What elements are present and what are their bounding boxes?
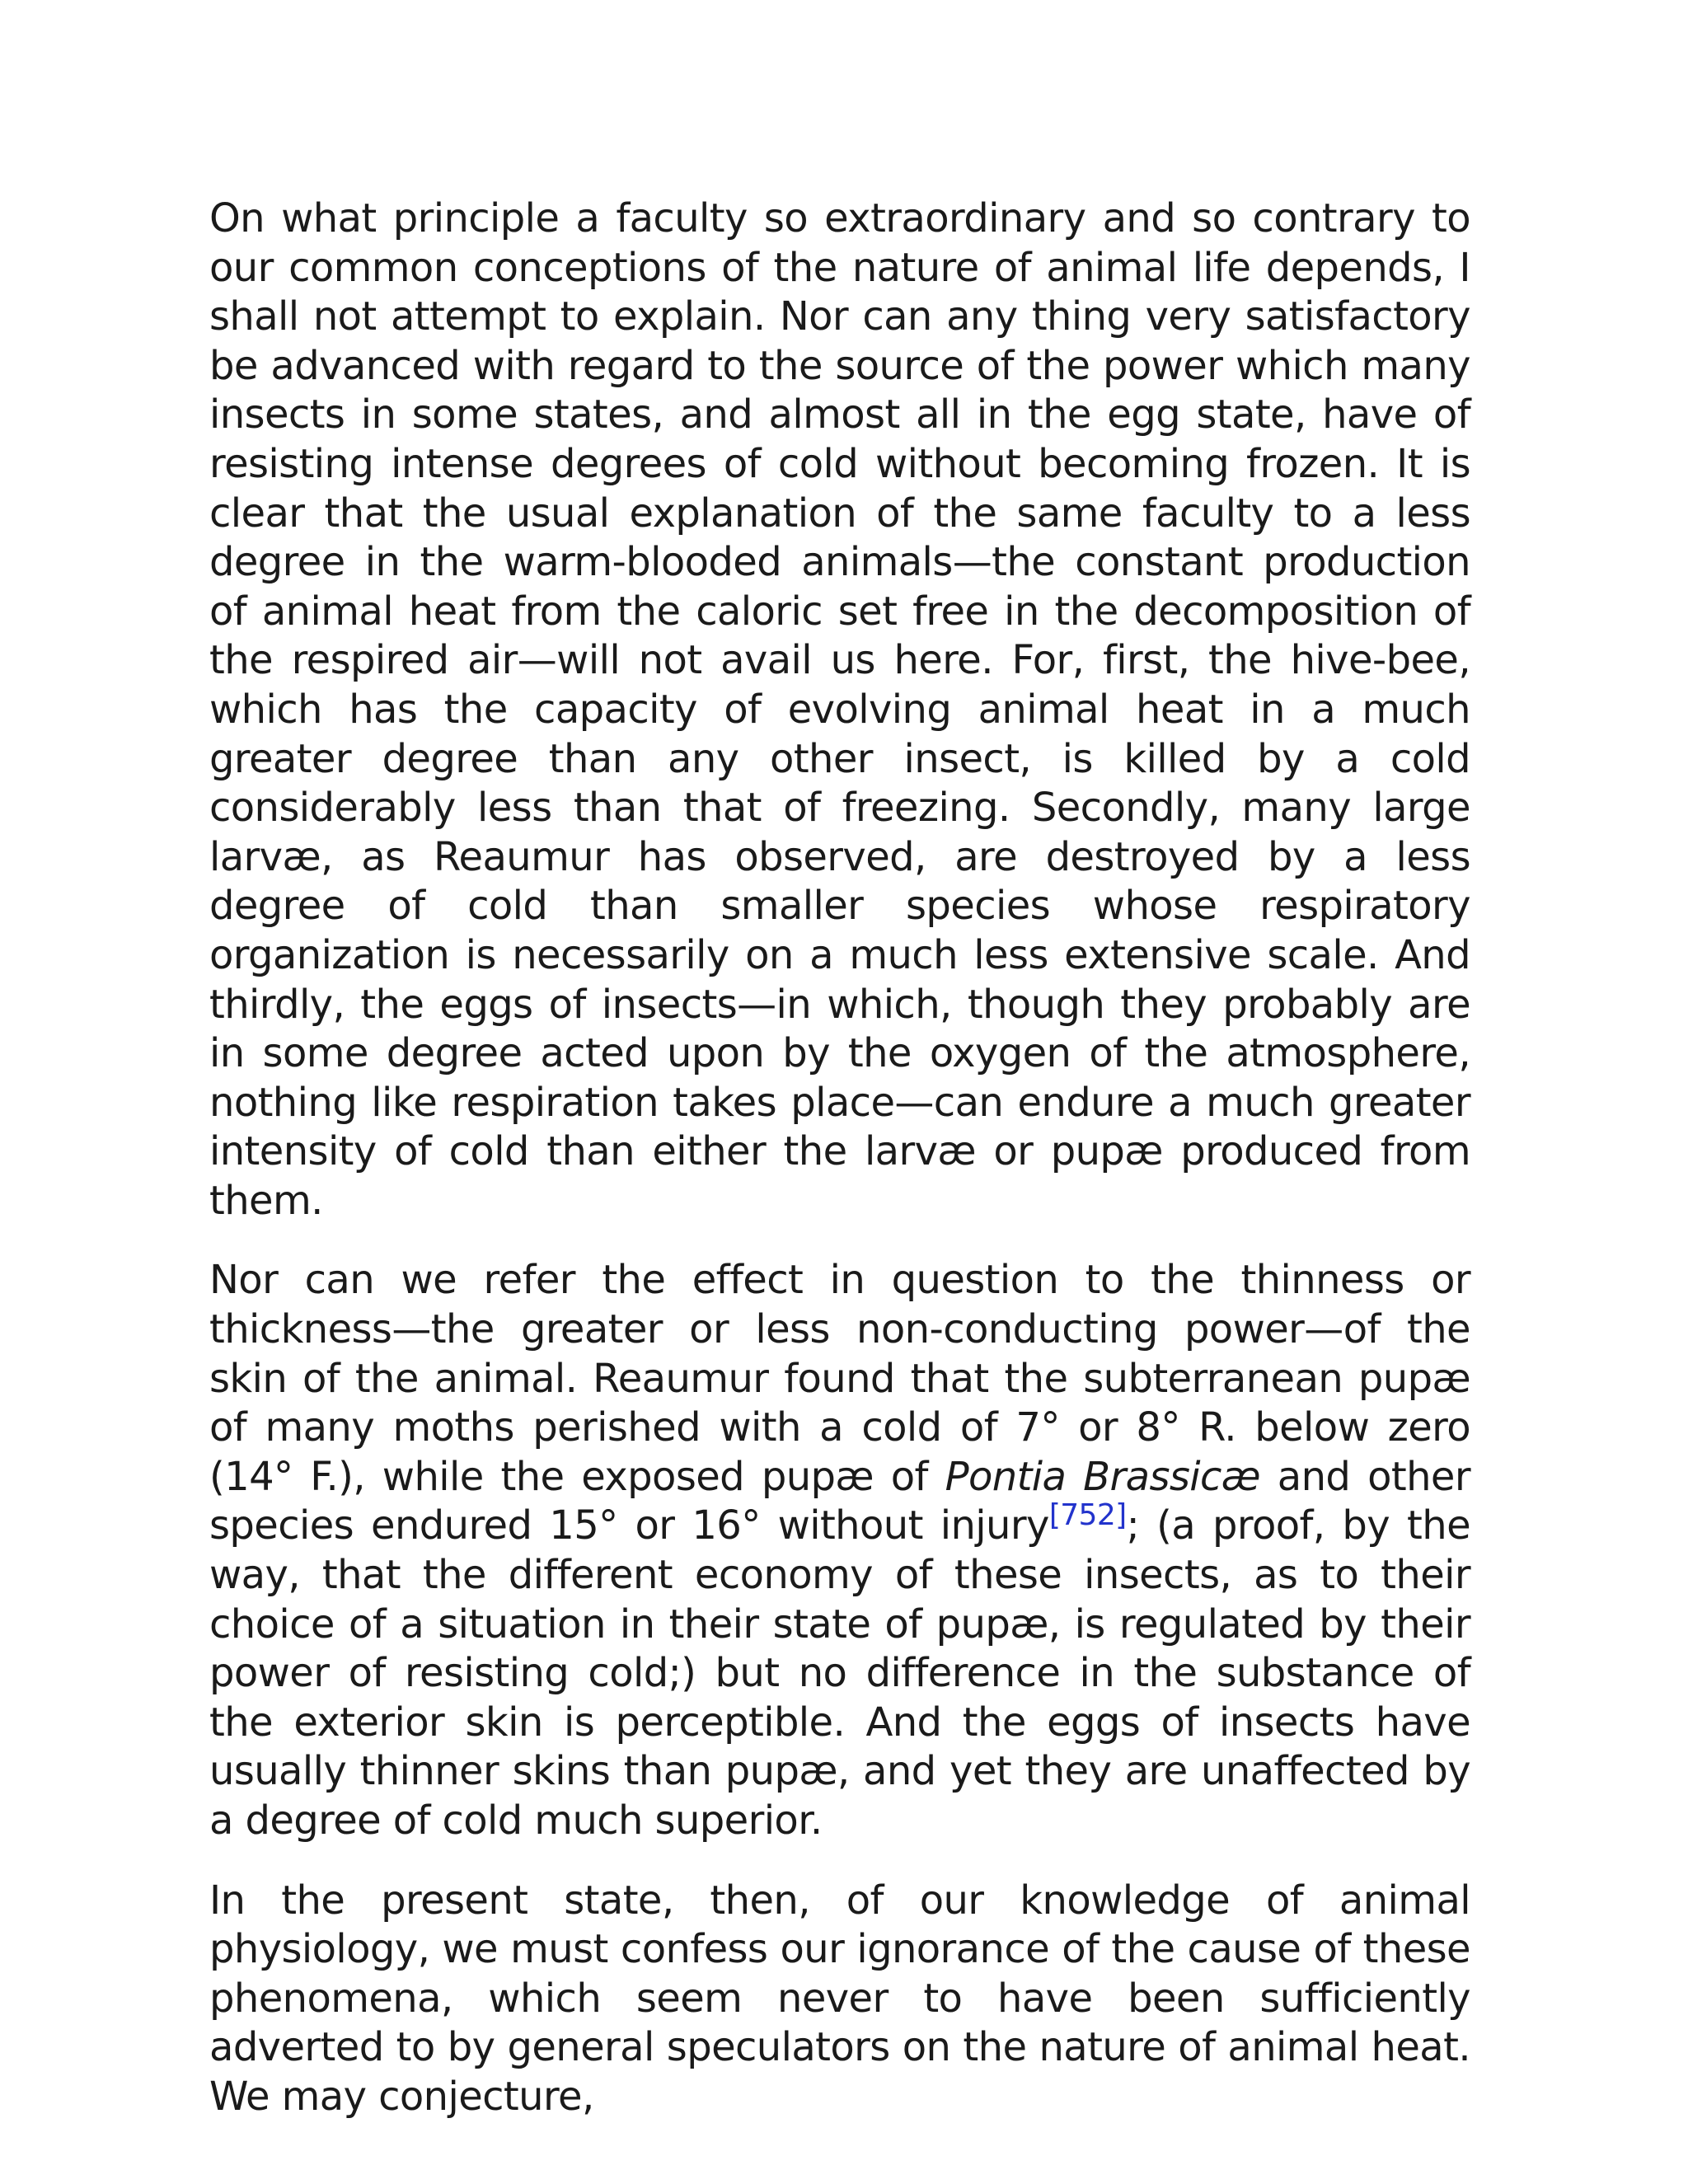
paragraph-2 (209, 1256, 1470, 1845)
paragraph-2-text-c: ; (a proof, by the way, that the different economy of these insects, as to their choice of a situation in their state of pupæ, is regulated by their power of resisting cold;) but no difference in the substance of the exterior skin is perceptible. And the eggs of insects have usually thinner skins than pupæ, and yet they are unaffected by a degree of cold much superior. (209, 1502, 1470, 1844)
document-page (209, 194, 1470, 2153)
paragraph-3: In the present state, then, of our knowledge of animal physiology, we must confess our ignorance of the cause of these phenomena, which seem never to have been sufficiently adverted to by general speculators on the nature of animal heat. We may conjecture, (209, 1877, 1470, 2120)
footnote-link-752[interactable]: [752] (1048, 1498, 1127, 1533)
paragraph-2-text-a: Nor can we refer the effect in question to the thinness or thickness—the greater or less non-conducting power—of the skin of the animal. Reaumur found that the subterranean pupæ of many moths perished with a cold of 7° or 8° R. below zero (14° F.), while the exposed pupæ of (209, 1257, 1470, 1500)
paragraph-1: On what principle a faculty so extraordinary and so contrary to our common conceptions of the nature of animal life depends, I shall not attempt to explain. Nor can any thing very satisfactory be advanced with regard to the source of the power which many insects in some states, and almost all in the egg state, have of resisting intense degrees of cold without becoming frozen. It is clear that the usual explanation of the same faculty to a less degree in the warm-blooded animals—the constant production of animal heat from the caloric set free in the decomposition of the respired air—will not avail us here. For, first, the hive-bee, which has the capacity of evolving animal heat in a much greater degree than any other insect, is killed by a cold considerably less than that of freezing. Secondly, many large larvæ, as Reaumur has observed, are destroyed by a less degree of cold than smaller species whose respiratory organization is necessarily on a much less extensive scale. And thirdly, the eggs of insects—in which, though they probably are in some degree acted upon by the oxygen of the atmosphere, nothing like respiration takes place—can endure a much greater intensity of cold than either the larvæ or pupæ produced from them. (209, 195, 1470, 1224)
species-name: Pontia Brassicæ (945, 1453, 1260, 1500)
paragraph-2-text-b: and other species endured 15° or 16° without injury (209, 1453, 1470, 1549)
